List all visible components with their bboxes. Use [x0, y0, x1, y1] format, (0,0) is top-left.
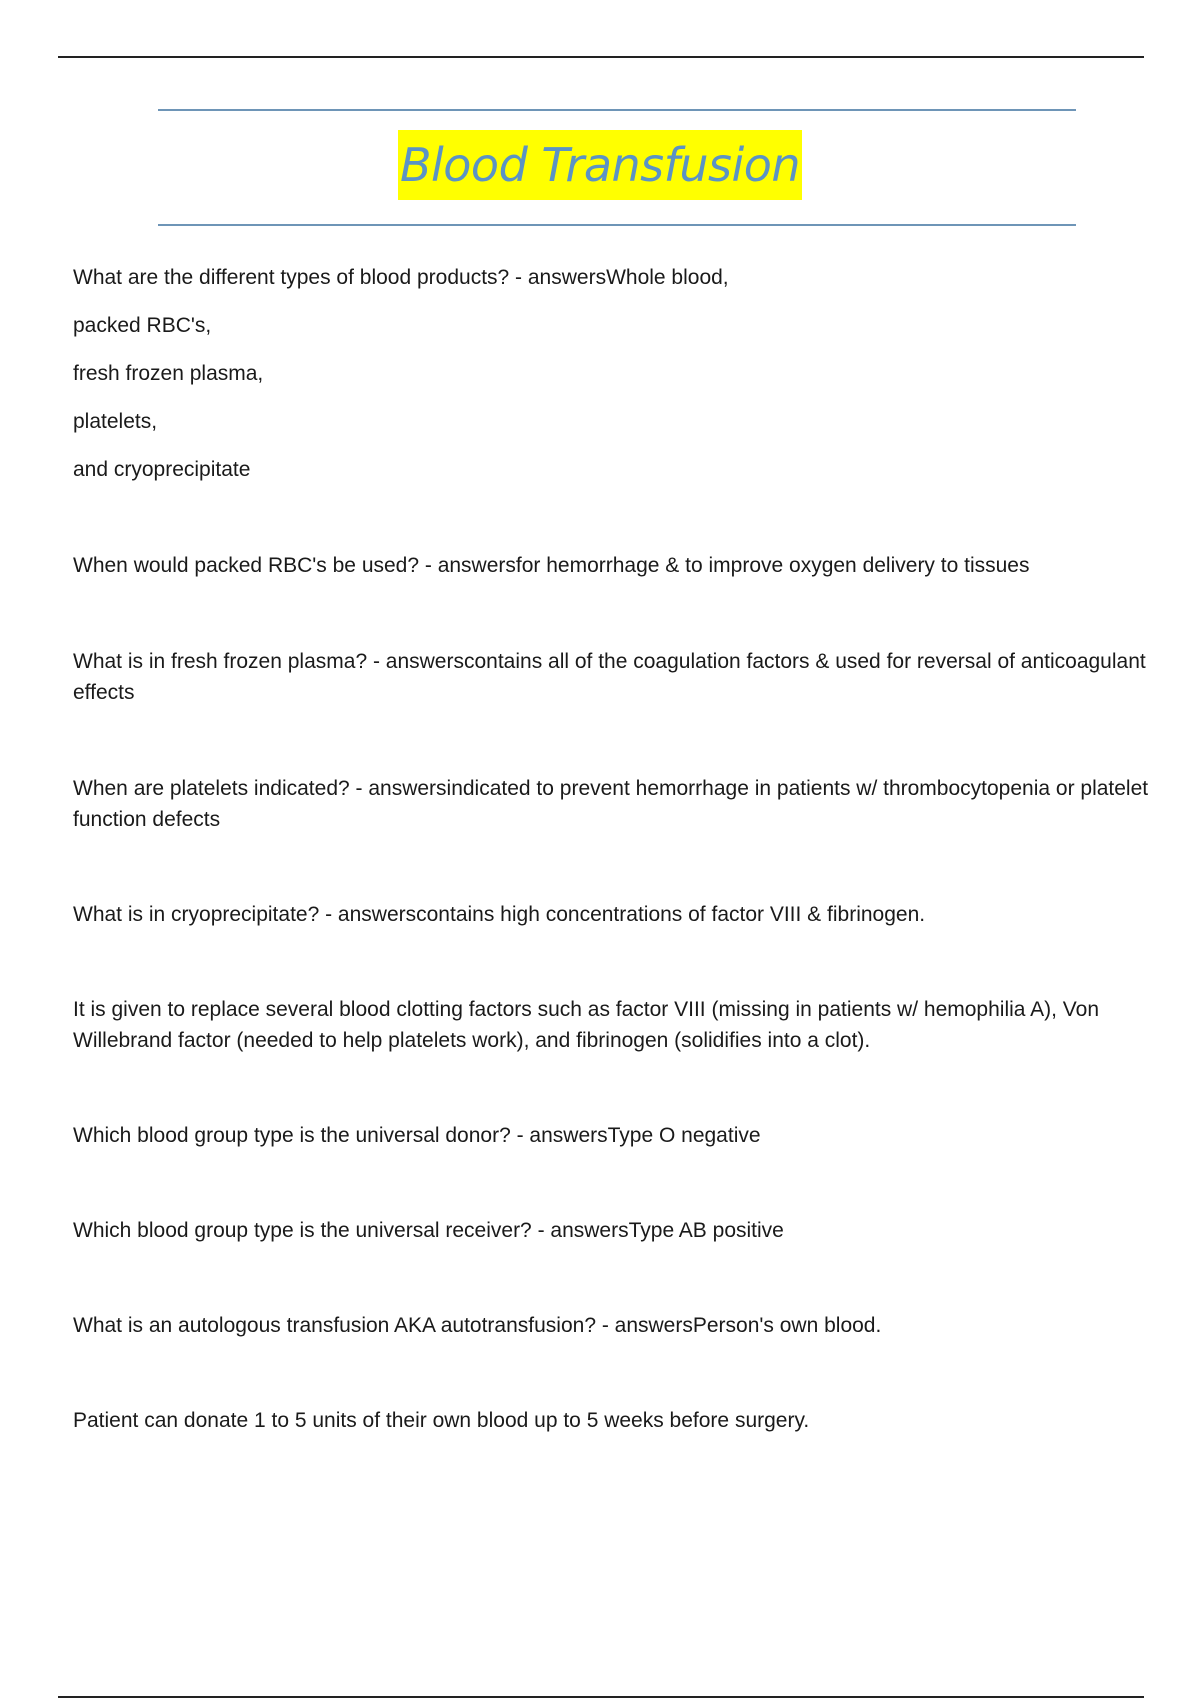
- title-upper-rule: [158, 109, 1076, 111]
- question-autologous: What is an autologous transfusion AKA autotransfusion? - answersPerson's own blood.: [73, 1314, 882, 1337]
- question-cryo: What is in cryoprecipitate? - answerscontains high concentrations of factor VIII & fibrinogen.: [73, 903, 926, 926]
- answer-line-ffp: fresh frozen plasma,: [73, 362, 264, 385]
- question-universal-receiver: Which blood group type is the universal receiver? - answersType AB positive: [73, 1219, 784, 1242]
- page-top-rule: [58, 56, 1144, 58]
- page-bottom-rule: [58, 1696, 1144, 1698]
- question-blood-products: What are the different types of blood products? - answersWhole blood,: [73, 266, 729, 289]
- paragraph-clotting-factors: It is given to replace several blood clotting factors such as factor VIII (missing in patients w/ hemophilia A), Von Willebrand factor (needed to help platelets work), and fibrinogen (solidifies into a clot).: [73, 998, 1100, 1052]
- answer-line-platelets: platelets,: [73, 410, 158, 433]
- question-ffp: What is in fresh frozen plasma? - answerscontains all of the coagulation factors & used for reversal of anticoagulant effects: [73, 650, 1146, 704]
- answer-line-cryo: and cryoprecipitate: [73, 458, 251, 481]
- question-platelets: When are platelets indicated? - answersindicated to prevent hemorrhage in patients w/ thrombocytopenia or platelet function defects: [73, 777, 1149, 831]
- document-title: Blood Transfusion: [398, 130, 802, 200]
- question-packed-rbcs: When would packed RBC's be used? - answersfor hemorrhage & to improve oxygen delivery to tissues: [73, 554, 1030, 577]
- document-body: [73, 262, 1163, 1436]
- paragraph-donate-units: Patient can donate 1 to 5 units of their own blood up to 5 weeks before surgery.: [73, 1409, 810, 1432]
- question-universal-donor: Which blood group type is the universal donor? - answersType O negative: [73, 1124, 761, 1147]
- title-lower-rule: [158, 224, 1076, 226]
- title-block: [0, 130, 1200, 200]
- answer-line-packed-rbcs: packed RBC's,: [73, 314, 212, 337]
